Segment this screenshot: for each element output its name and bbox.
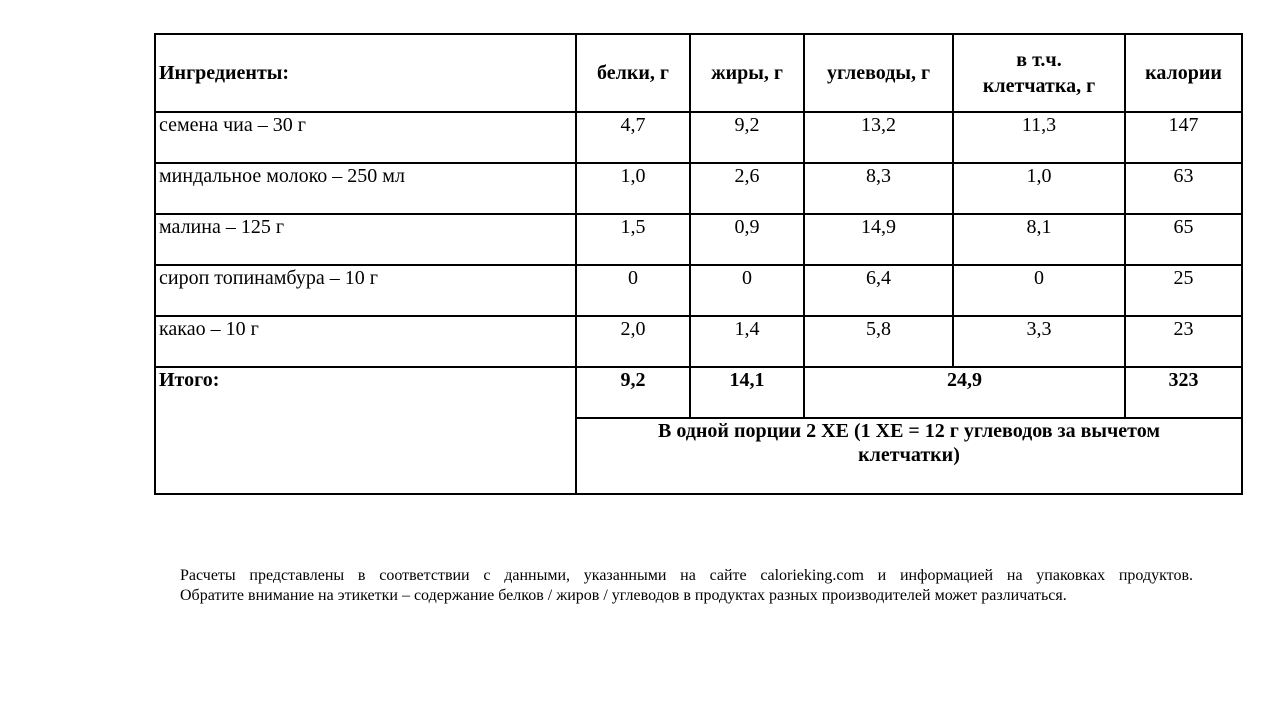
table-row	[155, 112, 1242, 163]
bread-units-note-line1: В одной порции 2 ХЕ (1 ХЕ = 12 г углеводов за вычетом	[658, 420, 1160, 442]
bread-units-note	[576, 418, 1242, 494]
cell-fat: 2,6	[690, 163, 804, 214]
ingredient-name: какао – 10 г	[155, 316, 576, 367]
cell-protein: 4,7	[576, 112, 690, 163]
cell-carbs: 13,2	[804, 112, 953, 163]
cell-calories: 147	[1125, 112, 1242, 163]
total-calories: 323	[1125, 367, 1242, 418]
cell-fat: 9,2	[690, 112, 804, 163]
cell-fiber: 3,3	[953, 316, 1125, 367]
header-protein: белки, г	[576, 34, 690, 112]
header-fat: жиры, г	[690, 34, 804, 112]
cell-carbs: 8,3	[804, 163, 953, 214]
header-ingredients: Ингредиенты:	[155, 34, 576, 112]
total-fat: 14,1	[690, 367, 804, 418]
footnote-line1: Расчеты представлены в соответствии с данными, указанными на сайте calorieking.com и информацией на упаковках продуктов.	[180, 567, 1193, 584]
cell-calories: 25	[1125, 265, 1242, 316]
total-label: Итого:	[155, 367, 576, 494]
nutrition-table	[154, 33, 1243, 495]
header-carbs: углеводы, г	[804, 34, 953, 112]
cell-protein: 0	[576, 265, 690, 316]
total-protein: 9,2	[576, 367, 690, 418]
ingredient-name: миндальное молоко – 250 мл	[155, 163, 576, 214]
cell-protein: 2,0	[576, 316, 690, 367]
ingredient-name: сироп топинамбура – 10 г	[155, 265, 576, 316]
total-net-carbs: 24,9	[804, 367, 1125, 418]
table-row	[155, 265, 1242, 316]
header-fiber-line2: клетчатка, г	[982, 75, 1096, 97]
bread-units-note-line2: клетчатки)	[858, 444, 960, 466]
footnote	[180, 566, 1193, 606]
total-row	[155, 367, 1242, 418]
cell-fiber: 1,0	[953, 163, 1125, 214]
ingredient-name: малина – 125 г	[155, 214, 576, 265]
table-row	[155, 163, 1242, 214]
cell-fiber: 8,1	[953, 214, 1125, 265]
table-row	[155, 214, 1242, 265]
cell-calories: 65	[1125, 214, 1242, 265]
cell-calories: 63	[1125, 163, 1242, 214]
cell-fat: 1,4	[690, 316, 804, 367]
cell-carbs: 5,8	[804, 316, 953, 367]
header-calories: калории	[1125, 34, 1242, 112]
table-header-row	[155, 34, 1242, 112]
header-fiber-line1: в т.ч.	[1016, 49, 1062, 71]
cell-protein: 1,0	[576, 163, 690, 214]
cell-fat: 0,9	[690, 214, 804, 265]
cell-calories: 23	[1125, 316, 1242, 367]
footnote-line2: Обратите внимание на этикетки – содержание белков / жиров / углеводов в продуктах разных производителей может различаться.	[180, 587, 1067, 604]
header-fiber	[953, 34, 1125, 112]
cell-fiber: 11,3	[953, 112, 1125, 163]
table-row	[155, 316, 1242, 367]
cell-fiber: 0	[953, 265, 1125, 316]
cell-fat: 0	[690, 265, 804, 316]
cell-carbs: 14,9	[804, 214, 953, 265]
ingredient-name: семена чиа – 30 г	[155, 112, 576, 163]
cell-carbs: 6,4	[804, 265, 953, 316]
cell-protein: 1,5	[576, 214, 690, 265]
